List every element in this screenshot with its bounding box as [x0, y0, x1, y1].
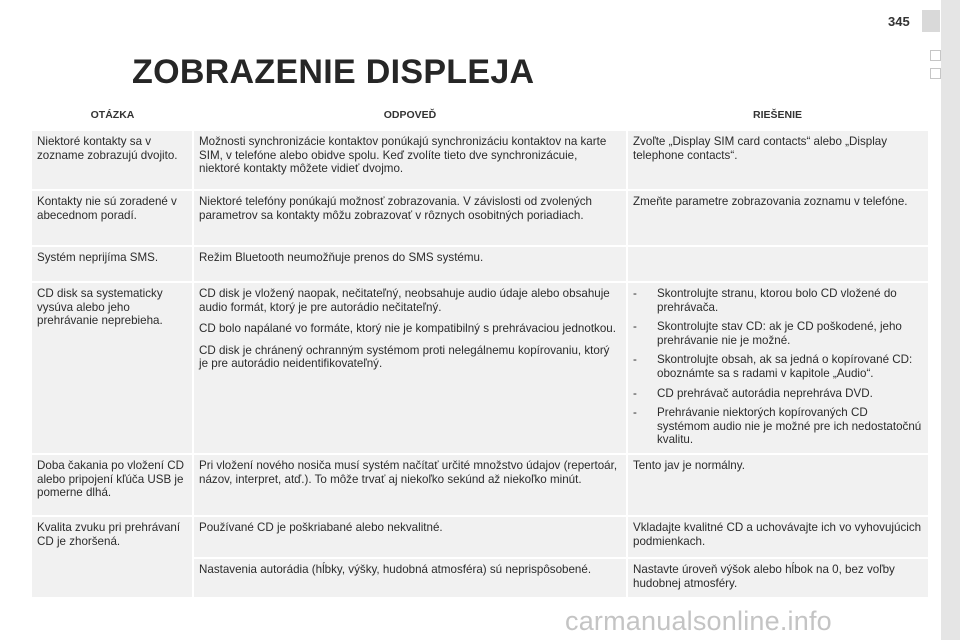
- solution-list: [633, 287, 922, 447]
- table-row: [32, 246, 928, 282]
- header-solution: RIEŠENIE: [627, 103, 928, 130]
- answer-cell: [193, 246, 627, 282]
- solution-cell: [627, 282, 928, 454]
- question-cell: Kontakty nie sú zoradené v abecednom poradí.: [32, 190, 193, 246]
- table-row: [32, 130, 928, 190]
- solution-cell: Vkladajte kvalitné CD a uchovávajte ich vo vyhovujúcich podmienkach.: [627, 516, 928, 558]
- edge-marker-top: [930, 50, 941, 61]
- answer-cell: [193, 516, 627, 558]
- question-cell: Systém neprijíma SMS.: [32, 246, 193, 282]
- question-cell: Kvalita zvuku pri prehrávaní CD je zhoršená.: [32, 516, 193, 598]
- solution-cell: Tento jav je normálny.: [627, 454, 928, 516]
- solution-item: - CD prehrávač autorádia neprehráva DVD.: [633, 386, 873, 400]
- header-answer: ODPOVEĎ: [193, 103, 627, 130]
- answer-cell: [193, 190, 627, 246]
- solution-cell: [627, 246, 928, 282]
- answer-text: Používané CD je poškriabané alebo nekvalitné.: [199, 521, 443, 534]
- answer-cell: [193, 282, 627, 454]
- answer-text: CD bolo napálané vo formáte, ktorý nie je kompatibilný s prehrávaciou jednotkou.: [199, 322, 616, 336]
- page-number: 345: [888, 14, 910, 29]
- watermark: carmanualsonline.info: [565, 606, 832, 636]
- answer-text: CD disk je chránený ochranným systémom proti nelegálnemu kopírovaniu, ktorý je pre autorádio neidentifikovateľný.: [199, 343, 610, 371]
- table-row: [32, 282, 928, 454]
- solution-item: - Skontrolujte stav CD: ak je CD poškodené, jeho prehrávanie nie je možné.: [633, 320, 902, 347]
- solution-cell: Zvoľte „Display SIM card contacts“ alebo „Display telephone contacts“.: [627, 130, 928, 190]
- page-title: ZOBRAZENIE DISPLEJA: [132, 53, 535, 91]
- answer-cell: [193, 558, 627, 598]
- header-question: OTÁZKA: [32, 103, 193, 130]
- answer-text: Režim Bluetooth neumožňuje prenos do SMS systému.: [199, 251, 484, 264]
- corner-tab: [922, 10, 940, 32]
- faq-table: [32, 103, 928, 599]
- solution-item: - Prehrávanie niektorých kopírovaných CD systémom audio nie je možné pre ich nedostatočnú kvalitu.: [633, 406, 922, 447]
- table-row: [32, 190, 928, 246]
- answer-text: Nastavenia autorádia (hĺbky, výšky, hudobná atmosféra) sú neprispôsobené.: [199, 563, 592, 576]
- answer-text: Možnosti synchronizácie kontaktov ponúkajú synchronizáciu kontaktov na karte SIM, v telefóne alebo obidve spolu. Keď zvolíte tieto dve synchronizácuie, niektoré kontakty môžete vidieť dvojmo.: [199, 135, 607, 176]
- solution-item: - Skontrolujte obsah, ak sa jedná o kopírované CD: oboznámte sa s radami v kapitole „Audio“.: [633, 353, 913, 380]
- solution-cell: Zmeňte parametre zobrazovania zoznamu v telefóne.: [627, 190, 928, 246]
- solution-cell: Nastavte úroveň výšok alebo hĺbok na 0, bez voľby hudobnej atmosféry.: [627, 558, 928, 598]
- answer-cell: [193, 454, 627, 516]
- solution-item: - Skontrolujte stranu, ktorou bolo CD vložené do prehrávača.: [633, 287, 897, 314]
- table-row: [32, 516, 928, 558]
- question-cell: Doba čakania po vložení CD alebo pripojení kľúča USB je pomerne dlhá.: [32, 454, 193, 516]
- answer-cell: [193, 130, 627, 190]
- question-cell: CD disk sa systematicky vysúva alebo jeho prehrávanie neprebieha.: [32, 282, 193, 454]
- answer-text: Pri vložení nového nosiča musí systém načítať určité množstvo údajov (repertoár, názov, interpret, atď.). To môže trvať aj niekoľko sekúnd až niekoľko minút.: [199, 459, 618, 486]
- question-cell: Niektoré kontakty sa v zozname zobrazujú dvojito.: [32, 130, 193, 190]
- table-header-row: [32, 103, 928, 130]
- answer-text: Niektoré telefóny ponúkajú možnosť zobrazovania. V závislosti od zvolených parametrov sa kontakty môžu zobrazovať v rôznych osobitných poriadiach.: [199, 195, 592, 222]
- edge-marker-bottom: [930, 68, 941, 79]
- side-bar: [941, 0, 960, 640]
- answer-text: CD disk je vložený naopak, nečitateľný, neobsahuje audio údaje alebo obsahuje audio formát, ktorý je pre autorádio nečitateľný.: [199, 287, 610, 314]
- table-row: [32, 454, 928, 516]
